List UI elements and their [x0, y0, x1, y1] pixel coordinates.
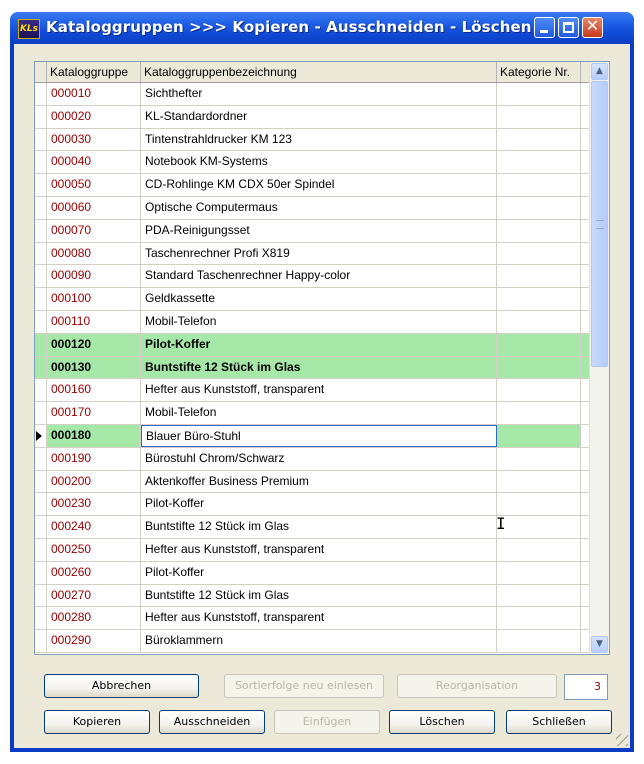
cell-kategorie[interactable]	[497, 174, 581, 196]
cell-kataloggruppe[interactable]: 000250	[47, 539, 141, 561]
chevron-up-icon: ▲	[596, 66, 603, 76]
row-selector[interactable]	[35, 151, 47, 173]
cell-bezeichnung[interactable]: Geldkassette	[141, 288, 497, 310]
table-row[interactable]	[35, 402, 590, 425]
cell-bezeichnung[interactable]: Pilot-Koffer	[141, 493, 497, 515]
schliessen-button[interactable]: Schließen	[506, 710, 612, 734]
cell-kataloggruppe[interactable]: 000120	[47, 334, 141, 356]
cell-bezeichnung[interactable]: Blauer Büro-Stuhl	[141, 425, 497, 447]
cell-kategorie[interactable]	[497, 539, 581, 561]
cell-bezeichnung[interactable]: Mobil-Telefon	[141, 311, 497, 333]
grid-header	[35, 62, 590, 83]
text-cursor-icon: I	[496, 514, 506, 533]
cell-kategorie[interactable]	[497, 562, 581, 584]
table-row[interactable]	[35, 607, 590, 630]
table-row[interactable]	[35, 243, 590, 266]
cell-bezeichnung[interactable]: Standard Taschenrechner Happy-color	[141, 265, 497, 287]
close-icon: ✕	[585, 16, 600, 35]
table-row[interactable]	[35, 516, 590, 539]
minimize-icon	[540, 30, 548, 33]
row-selector[interactable]	[35, 288, 47, 310]
maximize-button[interactable]	[558, 17, 579, 38]
table-row[interactable]	[35, 288, 590, 311]
cell-kataloggruppe[interactable]: 000230	[47, 493, 141, 515]
cell-bezeichnung[interactable]: CD-Rohlinge KM CDX 50er Spindel	[141, 174, 497, 196]
cell-kataloggruppe[interactable]: 000190	[47, 448, 141, 470]
row-selector[interactable]	[35, 493, 47, 515]
table-row[interactable]	[35, 493, 590, 516]
cell-kategorie[interactable]	[497, 471, 581, 493]
table-row[interactable]	[35, 311, 590, 334]
table-row[interactable]	[35, 357, 590, 380]
row-selector[interactable]	[35, 83, 47, 105]
cell-kategorie[interactable]	[497, 516, 581, 538]
cell-kategorie[interactable]	[497, 151, 581, 173]
maximize-icon	[563, 22, 574, 33]
cell-kategorie[interactable]	[497, 379, 581, 401]
row-selector[interactable]	[35, 402, 47, 424]
table-row[interactable]	[35, 562, 590, 585]
cell-kataloggruppe[interactable]: 000200	[47, 471, 141, 493]
cell-kategorie[interactable]	[497, 243, 581, 265]
row-selector[interactable]	[35, 539, 47, 561]
einfuegen-button[interactable]: Einfügen	[274, 710, 380, 734]
table-row[interactable]	[35, 197, 590, 220]
cell-bezeichnung[interactable]: Buntstifte 12 Stück im Glas	[141, 357, 497, 379]
scroll-thumb[interactable]	[591, 81, 608, 367]
cell-bezeichnung[interactable]: Aktenkoffer Business Premium	[141, 471, 497, 493]
table-row[interactable]	[35, 174, 590, 197]
table-row[interactable]	[35, 106, 590, 129]
cell-kataloggruppe[interactable]: 000030	[47, 129, 141, 151]
row-selector[interactable]	[35, 425, 47, 447]
cell-bezeichnung[interactable]: Hefter aus Kunststoff, transparent	[141, 379, 497, 401]
minimize-button[interactable]	[534, 17, 555, 38]
cell-bezeichnung[interactable]: Pilot-Koffer	[141, 334, 497, 356]
cell-kategorie[interactable]	[497, 357, 581, 379]
cell-kataloggruppe[interactable]: 000130	[47, 357, 141, 379]
cell-bezeichnung[interactable]: Hefter aus Kunststoff, transparent	[141, 539, 497, 561]
cell-bezeichnung[interactable]: Buntstifte 12 Stück im Glas	[141, 516, 497, 538]
cell-kategorie[interactable]	[497, 630, 581, 652]
table-row[interactable]	[35, 630, 590, 653]
cell-bezeichnung[interactable]: Taschenrechner Profi X819	[141, 243, 497, 265]
cell-kataloggruppe[interactable]: 000260	[47, 562, 141, 584]
cell-kataloggruppe[interactable]: 000270	[47, 585, 141, 607]
cell-kataloggruppe[interactable]: 000010	[47, 83, 141, 105]
row-selector[interactable]	[35, 379, 47, 401]
cell-kategorie[interactable]	[497, 607, 581, 629]
table-row[interactable]	[35, 265, 590, 288]
table-row[interactable]	[35, 448, 590, 471]
cell-kataloggruppe[interactable]: 000060	[47, 197, 141, 219]
cell-kategorie[interactable]	[497, 106, 581, 128]
app-icon: KLs	[18, 19, 40, 39]
cell-kategorie[interactable]	[497, 83, 581, 105]
title-bar[interactable]	[10, 12, 634, 44]
cell-kataloggruppe[interactable]: 000170	[47, 402, 141, 424]
table-row[interactable]	[35, 334, 590, 357]
cell-kategorie[interactable]	[497, 197, 581, 219]
cell-kataloggruppe[interactable]: 000180	[47, 425, 141, 447]
close-button[interactable]	[582, 17, 603, 38]
kopieren-button[interactable]: Kopieren	[44, 710, 150, 734]
table-row[interactable]	[35, 425, 590, 448]
row-selector[interactable]	[35, 243, 47, 265]
row-selector[interactable]	[35, 471, 47, 493]
table-row[interactable]	[35, 129, 590, 152]
row-selector[interactable]	[35, 516, 47, 538]
resize-grip-icon[interactable]	[616, 734, 628, 746]
chevron-down-icon: ▼	[596, 639, 603, 649]
sortierfolge-button[interactable]: Sortierfolge neu einlesen	[224, 674, 384, 698]
reorganisation-button[interactable]: Reorganisation	[397, 674, 557, 698]
table-row[interactable]	[35, 220, 590, 243]
table-row[interactable]	[35, 83, 590, 106]
cell-kategorie[interactable]	[497, 425, 581, 447]
table-row[interactable]	[35, 379, 590, 402]
row-selector[interactable]	[35, 448, 47, 470]
window-title: Kataloggruppen >>> Kopieren - Ausschneiden - Löschen	[46, 18, 532, 36]
ausschneiden-button[interactable]: Ausschneiden	[159, 710, 265, 734]
table-row[interactable]	[35, 585, 590, 608]
cell-kataloggruppe[interactable]: 000080	[47, 243, 141, 265]
row-selector[interactable]	[35, 357, 47, 379]
cell-kataloggruppe[interactable]: 000090	[47, 265, 141, 287]
row-selector[interactable]	[35, 106, 47, 128]
cell-kategorie[interactable]	[497, 220, 581, 242]
row-selector[interactable]	[35, 585, 47, 607]
abbrechen-button[interactable]: Abbrechen	[44, 674, 199, 698]
cell-kataloggruppe[interactable]: 000040	[47, 151, 141, 173]
cell-kataloggruppe[interactable]: 000280	[47, 607, 141, 629]
cell-kataloggruppe[interactable]: 000240	[47, 516, 141, 538]
record-counter: 3	[564, 674, 608, 700]
cell-kategorie[interactable]	[497, 265, 581, 287]
row-selector[interactable]	[35, 562, 47, 584]
cell-kategorie[interactable]	[497, 448, 581, 470]
table-row[interactable]	[35, 539, 590, 562]
scroll-up-button[interactable]	[591, 63, 608, 80]
cell-kataloggruppe[interactable]: 000110	[47, 311, 141, 333]
cell-bezeichnung[interactable]: Büroklammern	[141, 630, 497, 652]
cell-kataloggruppe[interactable]: 000070	[47, 220, 141, 242]
grip-icon	[596, 220, 604, 229]
row-selector[interactable]	[35, 630, 47, 652]
cell-kategorie[interactable]	[497, 493, 581, 515]
cell-bezeichnung[interactable]: Sichthefter	[141, 83, 497, 105]
row-selector[interactable]	[35, 334, 47, 356]
cell-kataloggruppe[interactable]: 000050	[47, 174, 141, 196]
cell-kategorie[interactable]	[497, 311, 581, 333]
row-selector[interactable]	[35, 607, 47, 629]
table-row[interactable]	[35, 151, 590, 174]
vertical-scrollbar[interactable]	[589, 62, 609, 654]
cell-bezeichnung[interactable]: Mobil-Telefon	[141, 402, 497, 424]
row-selector[interactable]	[35, 129, 47, 151]
cell-kategorie[interactable]	[497, 402, 581, 424]
client-area	[14, 44, 630, 748]
window	[10, 12, 634, 752]
grid-rows	[35, 83, 590, 653]
row-selector[interactable]	[35, 265, 47, 287]
cell-bezeichnung[interactable]: Hefter aus Kunststoff, transparent	[141, 607, 497, 629]
cell-bezeichnung[interactable]: Tintenstrahldrucker KM 123	[141, 129, 497, 151]
cell-kataloggruppe[interactable]: 000100	[47, 288, 141, 310]
cell-kataloggruppe[interactable]: 000290	[47, 630, 141, 652]
row-selector[interactable]	[35, 197, 47, 219]
cell-bezeichnung[interactable]: Buntstifte 12 Stück im Glas	[141, 585, 497, 607]
row-selector-header	[35, 62, 47, 82]
cell-bezeichnung[interactable]: Optische Computermaus	[141, 197, 497, 219]
cell-kataloggruppe[interactable]: 000020	[47, 106, 141, 128]
data-grid[interactable]	[34, 61, 610, 655]
row-selector[interactable]	[35, 174, 47, 196]
column-header-kategorie[interactable]: Kategorie Nr.	[497, 62, 581, 82]
row-pointer-icon	[36, 431, 42, 441]
cell-kategorie[interactable]	[497, 334, 581, 356]
cell-bezeichnung[interactable]: KL-Standardordner	[141, 106, 497, 128]
cell-kategorie[interactable]	[497, 288, 581, 310]
cell-kategorie[interactable]	[497, 585, 581, 607]
cell-kataloggruppe[interactable]: 000160	[47, 379, 141, 401]
column-header-kataloggruppe[interactable]: Kataloggruppe	[47, 62, 141, 82]
cell-bezeichnung[interactable]: Pilot-Koffer	[141, 562, 497, 584]
cell-kategorie[interactable]	[497, 129, 581, 151]
cell-bezeichnung[interactable]: Notebook KM-Systems	[141, 151, 497, 173]
cell-bezeichnung[interactable]: PDA-Reinigungsset	[141, 220, 497, 242]
row-selector[interactable]	[35, 311, 47, 333]
cell-bezeichnung[interactable]: Bürostuhl Chrom/Schwarz	[141, 448, 497, 470]
scroll-down-button[interactable]	[591, 636, 608, 653]
column-header-bezeichnung[interactable]: Kataloggruppenbezeichnung	[141, 62, 497, 82]
table-row[interactable]	[35, 471, 590, 494]
loeschen-button[interactable]: Löschen	[389, 710, 495, 734]
row-selector[interactable]	[35, 220, 47, 242]
